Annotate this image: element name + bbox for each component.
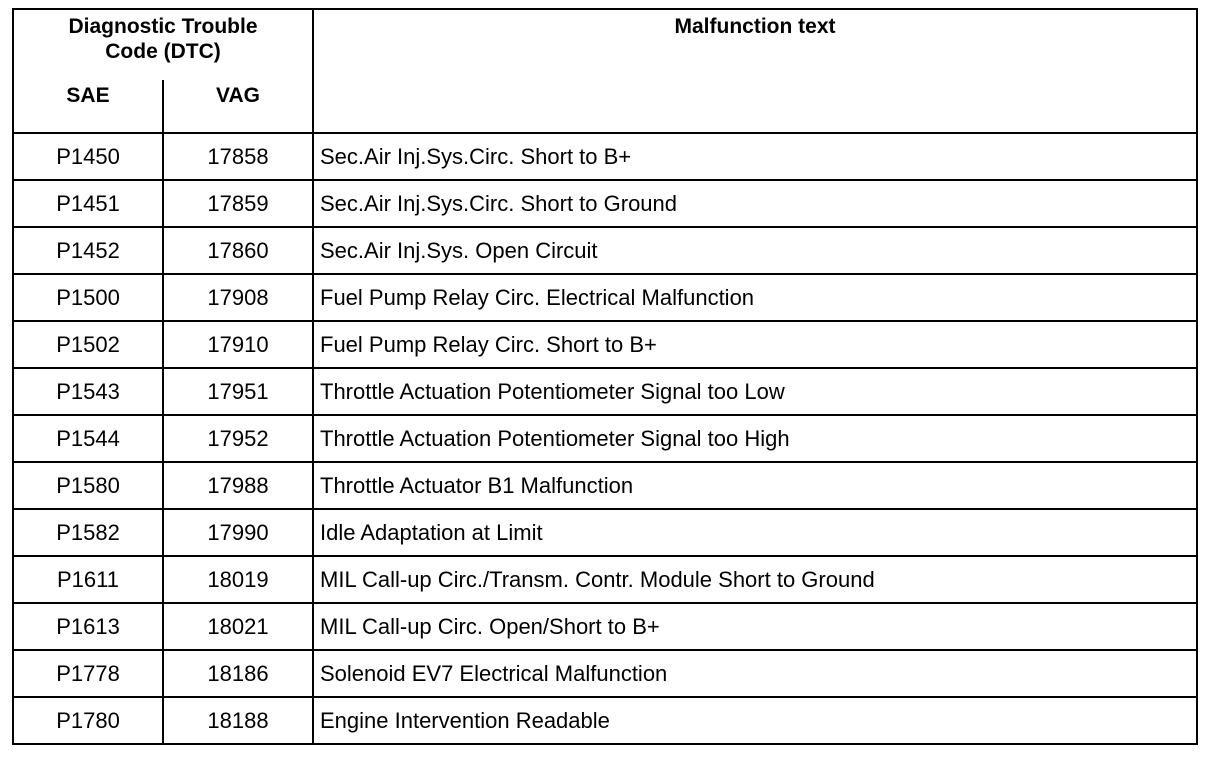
table-row: [13, 274, 1197, 321]
malfunction-text-cell: Fuel Pump Relay Circ. Short to B+: [313, 321, 1197, 368]
sae-code-cell: P1780: [13, 697, 163, 744]
malfunction-text-cell: Sec.Air Inj.Sys. Open Circuit: [313, 227, 1197, 274]
dtc-group-label-line2: Code (DTC): [105, 40, 221, 63]
malfunction-text-cell: MIL Call-up Circ. Open/Short to B+: [313, 603, 1197, 650]
sae-code-cell: P1544: [13, 415, 163, 462]
sae-code-cell: P1452: [13, 227, 163, 274]
vag-code-cell: 17908: [163, 274, 313, 321]
vag-code-cell: 17858: [163, 133, 313, 180]
malfunction-text-header: Malfunction text: [313, 9, 1197, 133]
table-row: [13, 462, 1197, 509]
sae-code-cell: P1778: [13, 650, 163, 697]
malfunction-text-cell: Throttle Actuation Potentiometer Signal too Low: [313, 368, 1197, 415]
vag-code-cell: 17910: [163, 321, 313, 368]
table-row: [13, 133, 1197, 180]
vag-column-header: VAG: [163, 80, 313, 133]
sae-code-cell: P1543: [13, 368, 163, 415]
table-row: [13, 556, 1197, 603]
malfunction-text-cell: Sec.Air Inj.Sys.Circ. Short to Ground: [313, 180, 1197, 227]
sae-code-cell: P1580: [13, 462, 163, 509]
malfunction-text-cell: MIL Call-up Circ./Transm. Contr. Module Short to Ground: [313, 556, 1197, 603]
sae-code-cell: P1451: [13, 180, 163, 227]
malfunction-text-cell: Throttle Actuation Potentiometer Signal too High: [313, 415, 1197, 462]
dtc-group-label-line1: Diagnostic Trouble: [68, 15, 258, 38]
sae-code-cell: P1450: [13, 133, 163, 180]
table-row: [13, 321, 1197, 368]
vag-code-cell: 18186: [163, 650, 313, 697]
table-row: [13, 227, 1197, 274]
malfunction-text-cell: Engine Intervention Readable: [313, 697, 1197, 744]
malfunction-text-cell: Sec.Air Inj.Sys.Circ. Short to B+: [313, 133, 1197, 180]
table-row: [13, 415, 1197, 462]
sae-code-cell: P1502: [13, 321, 163, 368]
table-row: [13, 650, 1197, 697]
sae-column-header: SAE: [13, 80, 163, 133]
malfunction-text-cell: Idle Adaptation at Limit: [313, 509, 1197, 556]
malfunction-text-cell: Solenoid EV7 Electrical Malfunction: [313, 650, 1197, 697]
malfunction-text-cell: Fuel Pump Relay Circ. Electrical Malfunction: [313, 274, 1197, 321]
malfunction-text-cell: Throttle Actuator B1 Malfunction: [313, 462, 1197, 509]
sae-code-cell: P1613: [13, 603, 163, 650]
vag-code-cell: 17952: [163, 415, 313, 462]
vag-code-cell: 17859: [163, 180, 313, 227]
vag-code-cell: 17988: [163, 462, 313, 509]
table-row: [13, 603, 1197, 650]
vag-code-cell: 17951: [163, 368, 313, 415]
vag-code-cell: 18021: [163, 603, 313, 650]
table-body: [13, 133, 1197, 744]
sae-code-cell: P1582: [13, 509, 163, 556]
table-row: [13, 509, 1197, 556]
table-row: [13, 697, 1197, 744]
table-header: [13, 9, 1197, 133]
sae-code-cell: P1500: [13, 274, 163, 321]
vag-code-cell: 17990: [163, 509, 313, 556]
table-row: [13, 368, 1197, 415]
dtc-group-header: [13, 9, 313, 80]
vag-code-cell: 18188: [163, 697, 313, 744]
header-row-group: [13, 9, 1197, 80]
dtc-table: [12, 8, 1198, 745]
vag-code-cell: 17860: [163, 227, 313, 274]
sae-code-cell: P1611: [13, 556, 163, 603]
vag-code-cell: 18019: [163, 556, 313, 603]
table-row: [13, 180, 1197, 227]
